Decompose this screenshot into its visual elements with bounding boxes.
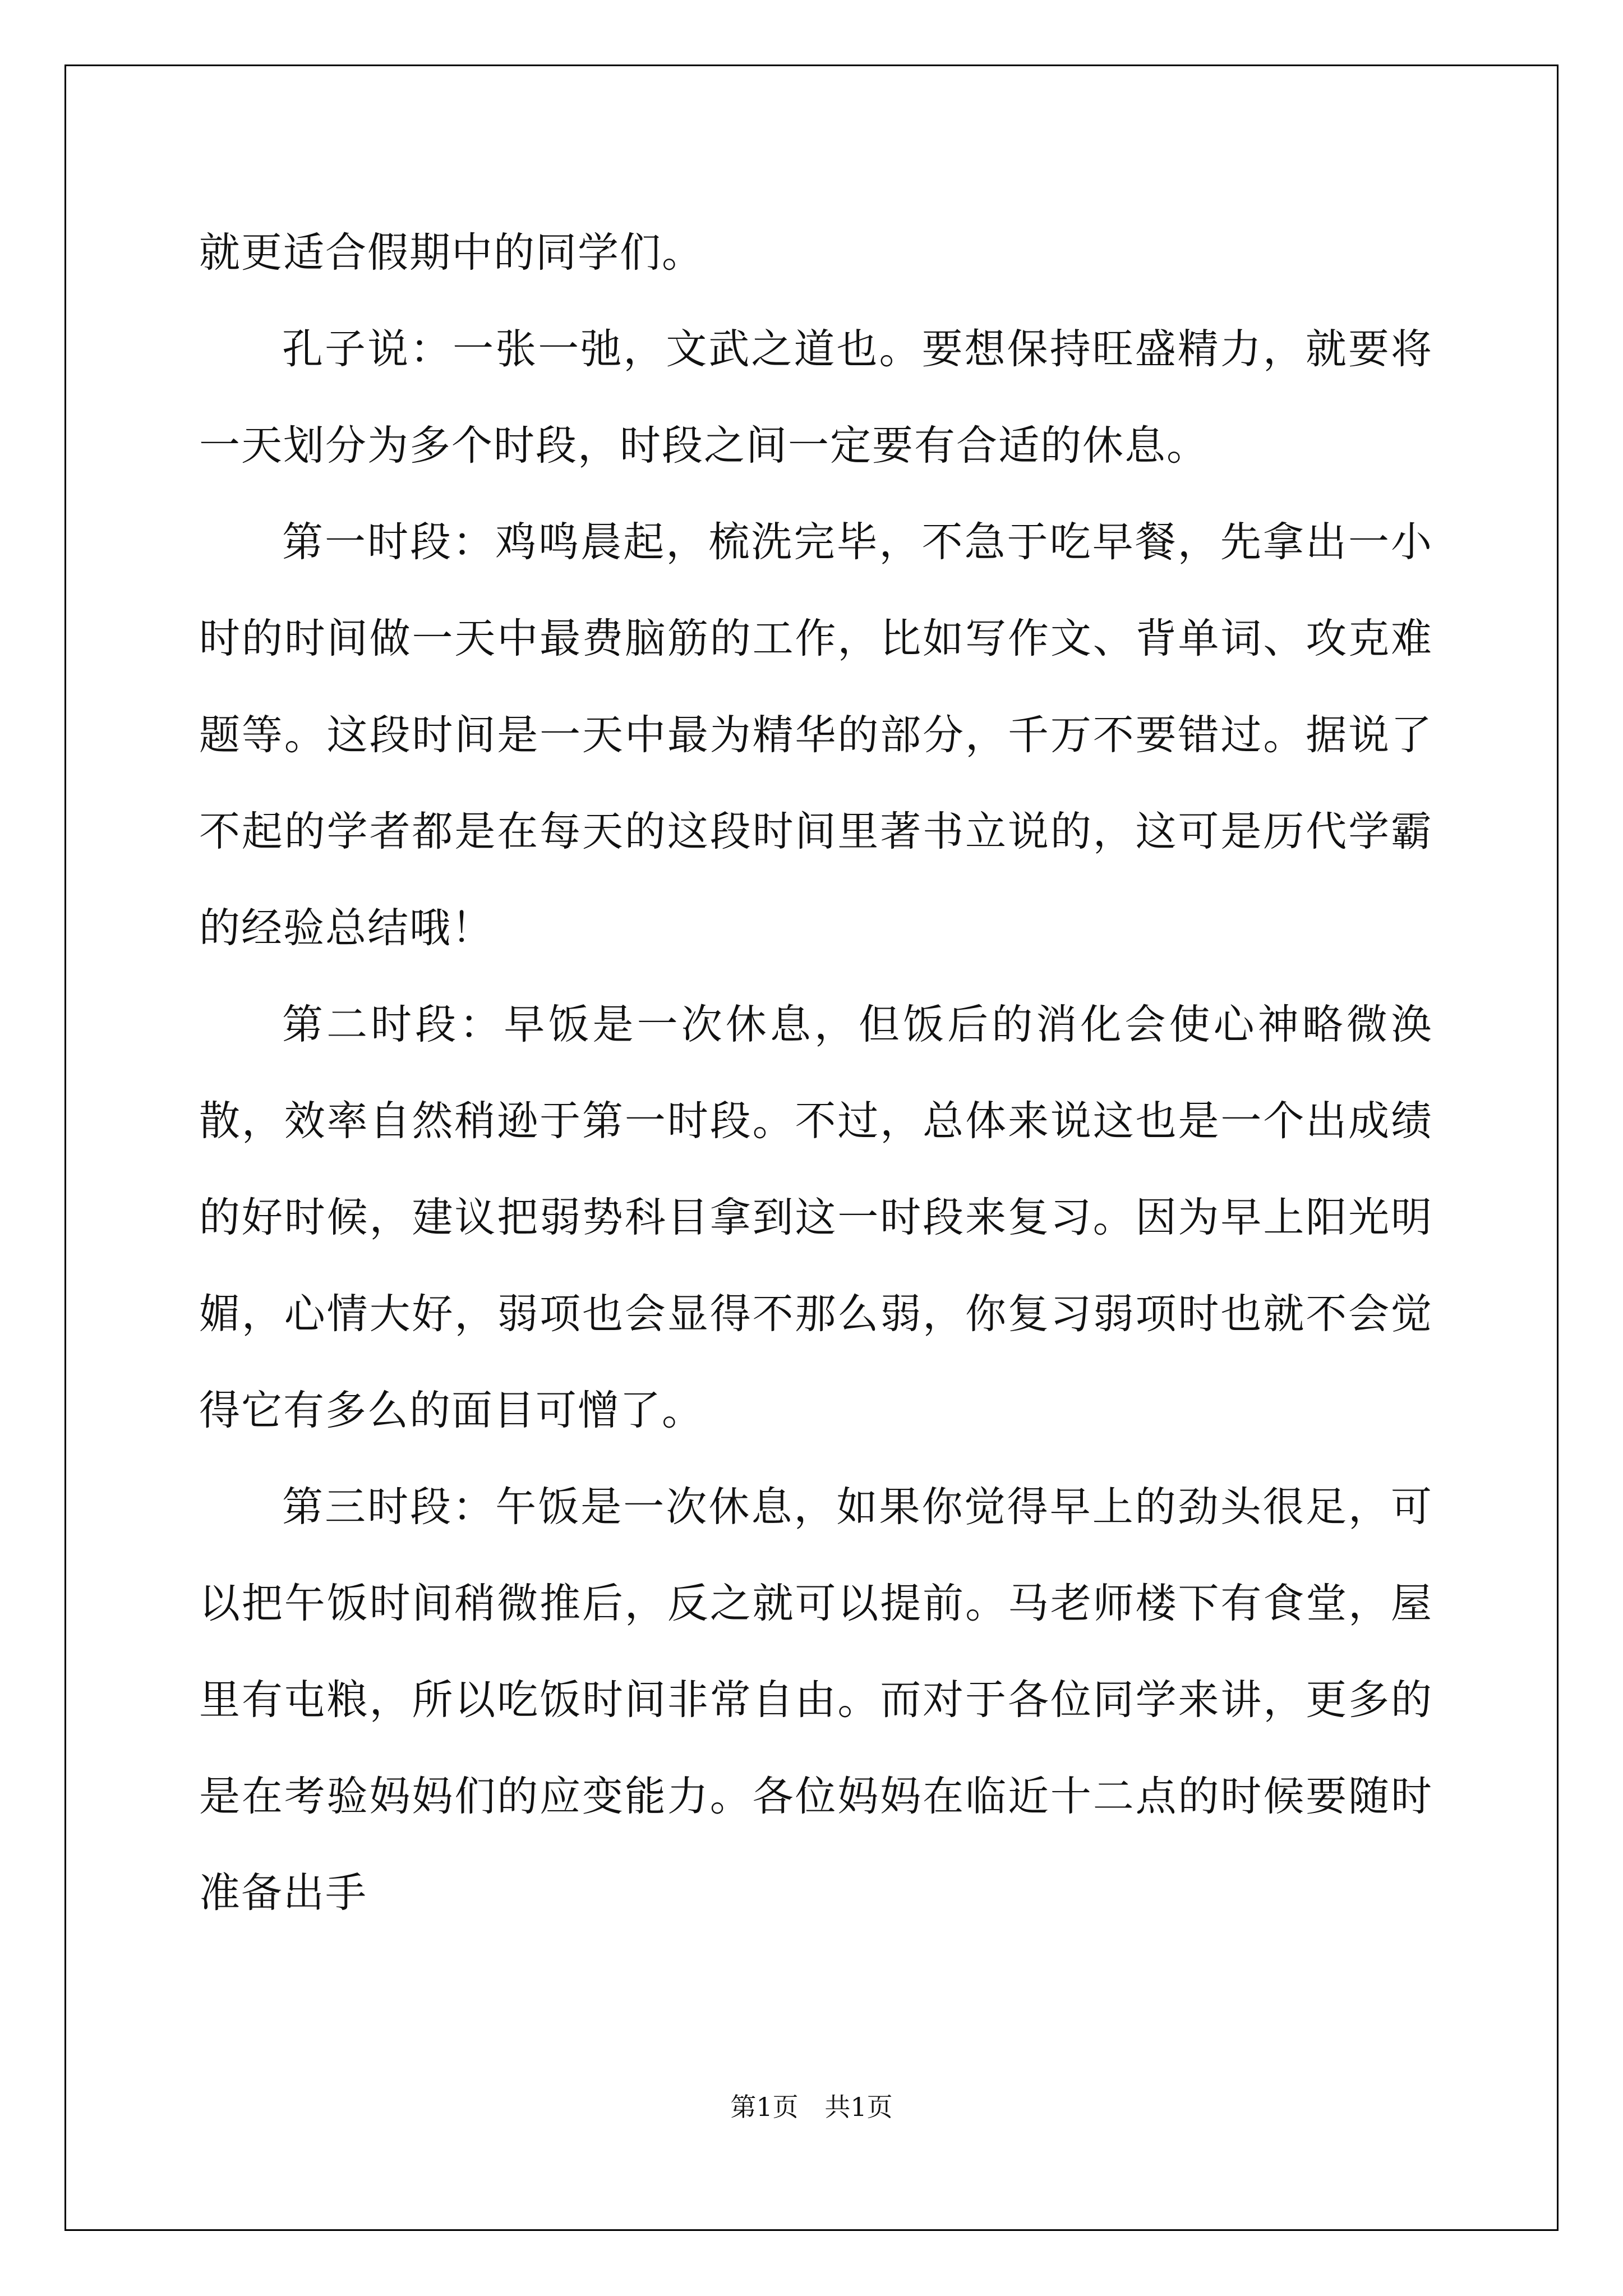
document-body bbox=[199, 205, 1433, 1941]
page-number: 第1页 bbox=[730, 2092, 799, 2122]
paragraph-1: 就更适合假期中的同学们。 bbox=[199, 229, 704, 277]
paragraph-4: 第二时段：早饭是一次休息，但饭后的消化会使心神略微涣散，效率自然稍逊于第一时段。不过，总体来说这也是一个出成绩的好时候，建议把弱势科目拿到这一时段来复习。因为早上阳光明媚，心情大好，弱项也会显得不那么弱，你复习弱项时也就不会觉得它有多么的面目可憎了。 bbox=[199, 1001, 1433, 1434]
page-footer bbox=[0, 2087, 1623, 2124]
paragraph-3: 第一时段：鸡鸣晨起，梳洗完毕，不急于吃早餐，先拿出一小时的时间做一天中最费脑筋的工作，比如写作文、背单词、攻克难题等。这段时间是一天中最为精华的部分，千万不要错过。据说了不起的学者都是在每天的这段时间里著书立说的，这可是历代学霸的经验总结哦！ bbox=[199, 518, 1433, 952]
paragraph-5: 第三时段：午饭是一次休息，如果你觉得早上的劲头很足，可以把午饭时间稍微推后，反之就可以提前。马老师楼下有食堂，屋里有屯粮，所以吃饭时间非常自由。而对于各位同学来讲，更多的是在考验妈妈们的应变能力。各位妈妈在临近十二点的时候要随时准备出手 bbox=[199, 1483, 1433, 1917]
paragraph-2: 孔子说：一张一弛，文武之道也。要想保持旺盛精力，就要将一天划分为多个时段，时段之间一定要有合适的休息。 bbox=[199, 325, 1433, 470]
page-total: 共1页 bbox=[824, 2092, 893, 2122]
